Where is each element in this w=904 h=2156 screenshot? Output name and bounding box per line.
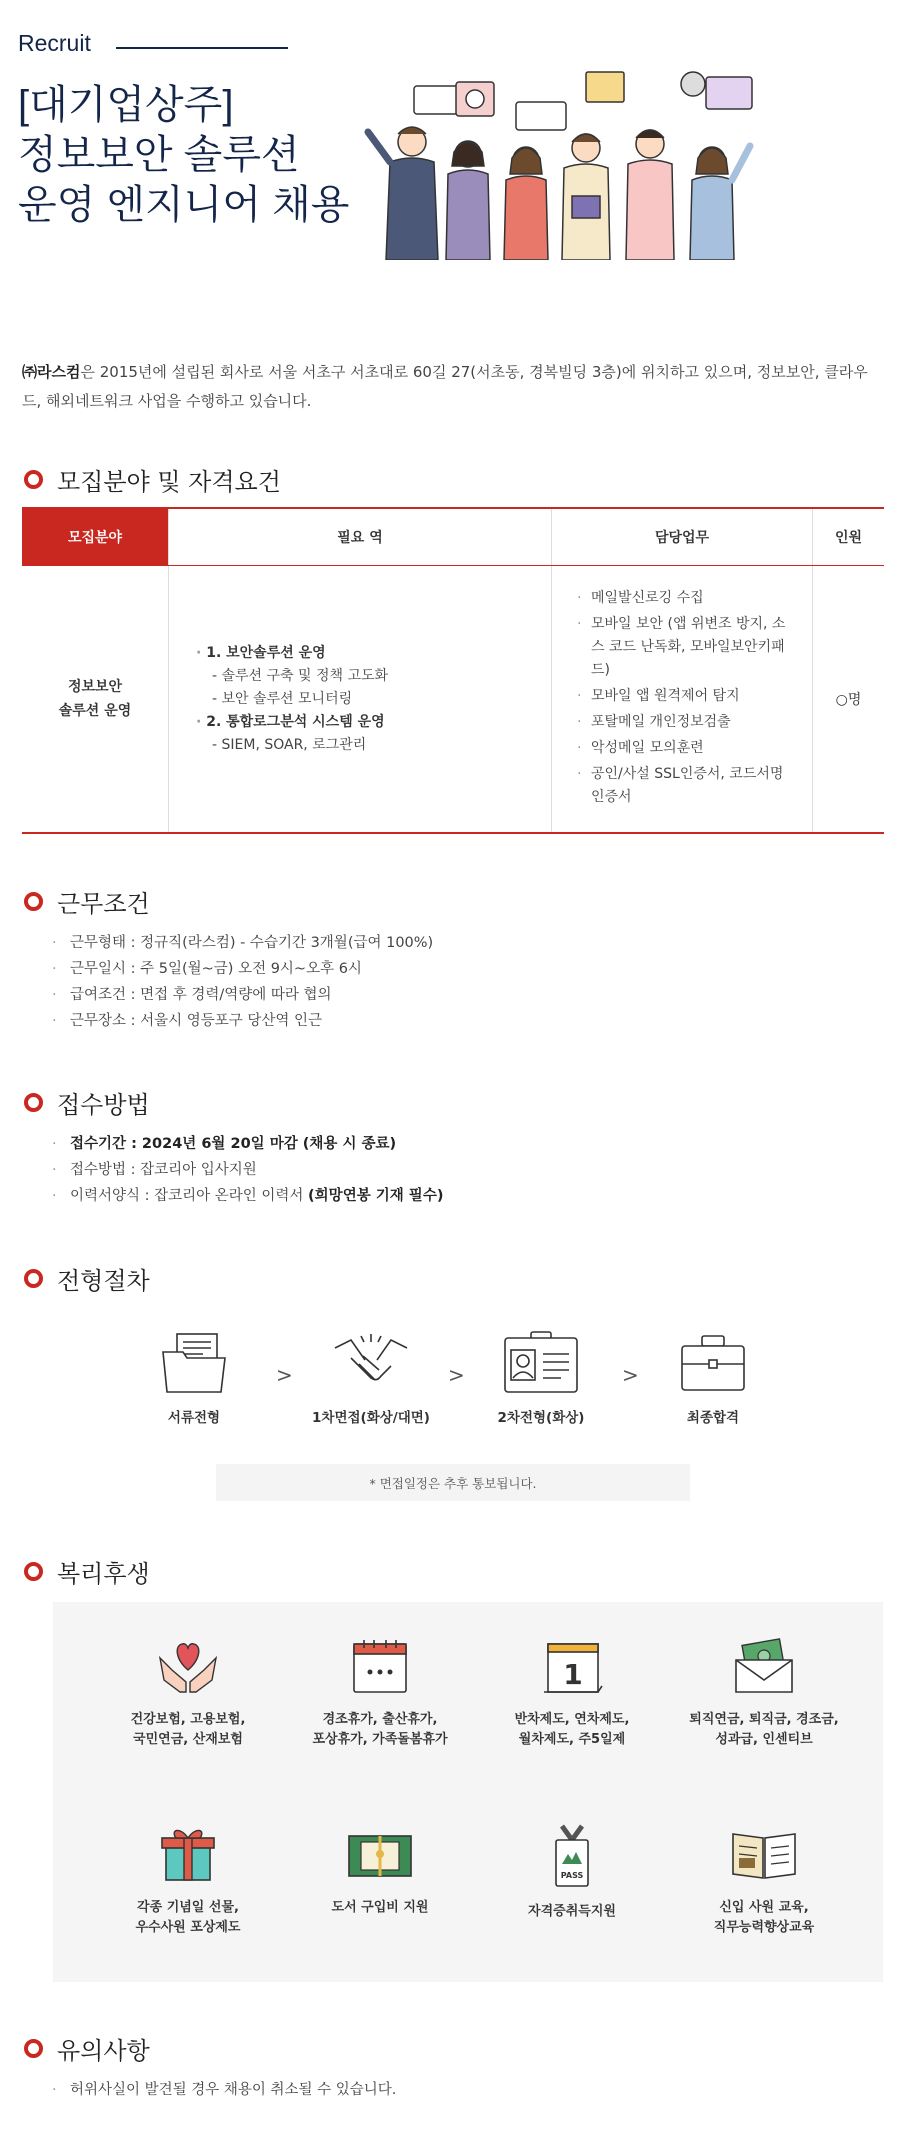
title-line-1: [대기업상주] — [18, 83, 234, 127]
list-item: · 근무장소 : 서울시 영등포구 당산역 인근 — [52, 1008, 433, 1034]
list-item: · 근무일시 : 주 5일(월~금) 오전 9시~오후 6시 — [52, 956, 433, 982]
section-ring-icon — [24, 1093, 43, 1112]
company-intro — [22, 358, 882, 416]
list-item: · 급여조건 : 면접 후 경력/역량에 따라 협의 — [52, 982, 433, 1008]
list-item: · 공인/사설 SSL인증서, 코드서명 인증서 — [577, 763, 791, 809]
process-step-interview2 — [476, 1330, 606, 1426]
step-label: 1차면접(화상/대면) — [312, 1410, 430, 1426]
field-name: 정보보안 솔루션 운영 — [58, 679, 132, 719]
section-ring-icon — [24, 1562, 43, 1581]
list-item: · 메일발신로깅 수집 — [577, 587, 791, 610]
benefit-label: 경조휴가, 출산휴가, 포상휴가, 가족돌봄휴가 — [312, 1712, 448, 1747]
duties-cell — [552, 566, 813, 834]
benefit-item — [93, 1636, 283, 1750]
benefit-label: 자격증취득지원 — [528, 1904, 616, 1919]
section-title-text: 모집분야 및 자격요건 — [57, 468, 281, 496]
section-title-text: 복리후생 — [57, 1560, 150, 1588]
section-ring-icon — [24, 2039, 43, 2058]
handshake-icon — [331, 1330, 411, 1396]
header-divider — [116, 47, 288, 49]
conditions-list — [52, 930, 433, 1034]
section-title-text: 접수방법 — [57, 1091, 150, 1119]
page-title — [18, 80, 349, 230]
gift-icon — [156, 1824, 220, 1884]
benefit-item — [477, 1636, 667, 1750]
benefit-label: 건강보험, 고용보험, 국민연금, 산재보험 — [130, 1712, 246, 1747]
header-requirements: 필요 역 — [169, 508, 552, 566]
section-ring-icon — [24, 1269, 43, 1288]
benefit-item — [669, 1824, 859, 1938]
requirement-main: · 1. 보안솔루션 운영 — [196, 644, 326, 661]
table-header-row — [22, 508, 884, 566]
pass-badge-icon — [540, 1824, 604, 1888]
section-title-text: 유의사항 — [57, 2037, 150, 2065]
process-step-interview1 — [296, 1330, 446, 1426]
title-line-3: 운영 엔지니어 채용 — [18, 183, 350, 227]
step-label: 서류전형 — [167, 1410, 221, 1426]
benefit-label: 반차제도, 연차제도, 월차제도, 주5일제 — [514, 1712, 630, 1747]
table-row — [22, 566, 884, 834]
headcount: ○명 — [813, 566, 885, 834]
calendar-dots-icon — [348, 1636, 412, 1696]
benefits-panel — [53, 1602, 883, 1982]
header-field: 모집분야 — [22, 508, 169, 566]
list-item: · 이력서양식 : 잡코리아 온라인 이력서 (희망연봉 기재 필수) — [52, 1183, 443, 1209]
team-illustration — [350, 62, 770, 260]
section-title-apply — [24, 1085, 150, 1120]
list-item: · 허위사실이 발견될 경우 채용이 취소될 수 있습니다. — [52, 2077, 396, 2103]
title-line-2: 정보보안 솔루션 — [18, 133, 300, 177]
benefit-label: 신입 사원 교육, 직무능력향상교육 — [713, 1900, 815, 1935]
chevron-right-icon: > — [622, 1363, 639, 1387]
benefit-item — [285, 1824, 475, 1918]
requirement-sub: - 보안 솔루션 모니터링 — [212, 690, 353, 707]
benefit-label: 각종 기념일 선물, 우수사원 포상제도 — [135, 1900, 241, 1935]
field-cell — [22, 566, 169, 834]
section-ring-icon — [24, 470, 43, 489]
requirement-sub: - 솔루션 구축 및 정책 고도화 — [212, 667, 389, 684]
list-item: · 모바일 앱 원격제어 탐지 — [577, 685, 791, 708]
apply-list — [52, 1131, 443, 1209]
list-item: · 근무형태 : 정규직(라스컴) - 수습기간 3개월(급여 100%) — [52, 930, 433, 956]
section-title-process — [24, 1261, 150, 1296]
pass-badge-label: PASS — [560, 1871, 584, 1880]
requirement-main: · 2. 통합로그분석 시스템 운영 — [196, 713, 385, 730]
chevron-right-icon: > — [448, 1363, 465, 1387]
section-title-benefits — [24, 1554, 150, 1589]
process-step-final — [653, 1330, 773, 1426]
section-title-text: 근무조건 — [57, 890, 150, 918]
benefit-item — [285, 1636, 475, 1750]
folder-icon — [159, 1330, 229, 1396]
step-label: 2차전형(화상) — [497, 1410, 585, 1426]
benefit-label: 도서 구입비 지원 — [331, 1900, 429, 1915]
chevron-right-icon: > — [276, 1363, 293, 1387]
list-item: · 포탈메일 개인정보검출 — [577, 711, 791, 734]
company-description: 은 2015년에 설립된 회사로 서울 서초구 서초대로 60길 27(서초동, 경복빌딩 3층)에 위치하고 있으며, 정보보안, 클라우드, 해외네트워크 사업을 수행하고 있습니다. — [22, 363, 868, 410]
requirements-table — [22, 507, 884, 834]
section-title-conditions — [24, 884, 150, 919]
notes-list — [52, 2077, 396, 2103]
id-card-icon — [501, 1330, 581, 1396]
book-voucher-icon — [345, 1824, 415, 1884]
process-step-documents — [134, 1330, 254, 1426]
step-label: 최종합격 — [686, 1410, 740, 1426]
briefcase-icon — [678, 1330, 748, 1396]
header-duties: 담당업무 — [552, 508, 813, 566]
section-title-requirements — [24, 462, 281, 497]
company-name: ㈜라스컴 — [22, 363, 81, 381]
heart-hands-icon — [156, 1636, 220, 1696]
section-title-notes — [24, 2031, 150, 2066]
interview-notice: * 면접일정은 추후 통보됩니다. — [216, 1464, 690, 1501]
section-title-text: 전형절차 — [57, 1267, 150, 1295]
list-item: · 모바일 보안 (앱 위변조 방지, 소스 코드 난독화, 모바일보안키패드) — [577, 613, 791, 682]
benefit-item — [669, 1636, 859, 1750]
list-item: · 접수기간 : 2024년 6월 20일 마감 (채용 시 종료) — [52, 1131, 443, 1157]
duties-list — [553, 587, 811, 809]
requirements-list — [170, 642, 550, 757]
recruit-label: Recruit — [18, 30, 91, 56]
calendar-one-icon — [540, 1636, 604, 1696]
open-book-icon — [729, 1824, 799, 1884]
benefit-item — [93, 1824, 283, 1938]
section-ring-icon — [24, 892, 43, 911]
requirements-cell — [169, 566, 552, 834]
header-count: 인원 — [813, 508, 885, 566]
benefit-item — [477, 1824, 667, 1922]
requirement-sub: - SIEM, SOAR, 로그관리 — [212, 736, 367, 753]
list-item: · 악성메일 모의훈련 — [577, 737, 791, 760]
money-envelope-icon — [732, 1636, 796, 1696]
benefit-label: 퇴직연금, 퇴직금, 경조금, 성과급, 인센티브 — [689, 1712, 839, 1747]
list-item: · 접수방법 : 잡코리아 입사지원 — [52, 1157, 443, 1183]
svg-text:1: 1 — [563, 1658, 583, 1691]
